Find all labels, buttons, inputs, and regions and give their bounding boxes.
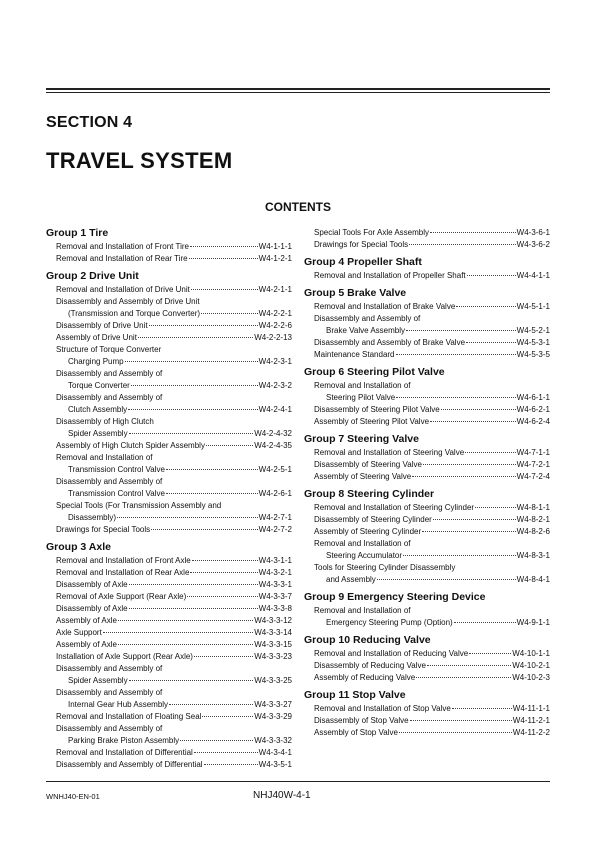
dot-leader	[190, 246, 258, 247]
toc-page-ref: W4-7-2-1	[516, 460, 550, 469]
toc-entry-text: Disassembly of Axle	[56, 580, 128, 589]
toc-entry-text: Brake Valve Assembly	[326, 326, 405, 335]
toc-page-ref: W4-2-7-2	[258, 525, 292, 534]
toc-entry-text: Removal and Installation of	[56, 453, 153, 462]
toc-page-ref: W4-2-3-1	[258, 357, 292, 366]
toc-entry	[304, 301, 550, 313]
dot-leader	[403, 555, 516, 556]
toc-entry-text: Assembly of Axle	[56, 616, 117, 625]
toc-entry	[304, 502, 550, 514]
toc-entry	[46, 284, 292, 296]
toc-entry	[46, 464, 292, 476]
toc-entry-text: (Transmission and Torque Converter)	[68, 309, 201, 318]
toc-page-ref: W4-3-3-15	[254, 640, 292, 649]
dot-leader	[194, 752, 258, 753]
toc-entry-text: Assembly of Stop Valve	[314, 728, 398, 737]
group-heading: Group 10 Reducing Valve	[304, 634, 431, 646]
toc-entry	[46, 699, 292, 711]
toc-page-ref: W4-3-2-1	[258, 568, 292, 577]
toc-entry-text: Removal and Installation of Front Tire	[56, 242, 189, 251]
toc-page-ref: W4-2-6-1	[258, 489, 292, 498]
toc-entry-text: Special Tools (For Transmission Assembly and	[56, 501, 222, 510]
toc-page-ref: W4-3-3-7	[258, 592, 292, 601]
toc-page-ref: W4-7-2-4	[516, 472, 550, 481]
page-title: TRAVEL SYSTEM	[46, 148, 233, 173]
toc-entry	[46, 440, 292, 452]
toc-right-column	[304, 227, 550, 739]
toc-entry	[304, 349, 550, 361]
toc-entry	[46, 759, 292, 771]
toc-entry	[304, 514, 550, 526]
group-heading: Group 9 Emergency Steering Device	[304, 591, 486, 603]
toc-entry-text: Maintenance Standard	[314, 350, 395, 359]
dot-leader	[441, 409, 516, 410]
toc-page-ref: W4-6-1-1	[516, 393, 550, 402]
toc-entry	[304, 325, 550, 337]
toc-entry-text: Disassembly of Axle	[56, 604, 128, 613]
header-rule-thick	[46, 88, 550, 90]
toc-page-ref: W4-3-1-1	[258, 556, 292, 565]
toc-page-ref: W4-3-3-29	[254, 712, 292, 721]
group-heading: Group 5 Brake Valve	[304, 287, 407, 299]
toc-page-ref: W4-3-6-2	[516, 240, 550, 249]
dot-leader	[423, 464, 516, 465]
toc-page-ref: W4-8-4-1	[516, 575, 550, 584]
footer-rule	[46, 781, 550, 782]
toc-entry-text: Disassembly of Stop Valve	[314, 716, 409, 725]
toc-entry	[304, 574, 550, 586]
group-heading: Group 6 Steering Pilot Valve	[304, 366, 445, 378]
dot-leader	[466, 342, 516, 343]
toc-entry	[304, 471, 550, 483]
toc-entry-text: Tools for Steering Cylinder Disassembly	[314, 563, 456, 572]
toc-entry-text: Drawings for Special Tools	[314, 240, 409, 249]
dot-leader	[117, 517, 258, 518]
group-heading: Group 4 Propeller Shaft	[304, 256, 422, 268]
toc-entry-text: Removal and Installation of Steering Cylinder	[314, 503, 475, 512]
toc-page-ref: W4-10-2-3	[512, 673, 550, 682]
toc-page-ref: W4-1-2-1	[258, 254, 292, 263]
toc-page-ref: W4-8-1-1	[516, 503, 550, 512]
toc-entry	[46, 512, 292, 524]
toc-page-ref: W4-5-1-1	[516, 302, 550, 311]
toc-entry-text: Disassembly of Steering Valve	[314, 460, 422, 469]
toc-entry	[304, 337, 550, 349]
dot-leader	[396, 397, 515, 398]
toc-entry	[46, 555, 292, 567]
dot-leader	[475, 507, 516, 508]
toc-entry	[46, 675, 292, 687]
toc-entry-text: Installation of Axle Support (Rear Axle)	[56, 652, 193, 661]
toc-entry	[46, 639, 292, 651]
dot-leader	[433, 519, 516, 520]
toc-entry	[304, 660, 550, 672]
toc-entry	[46, 428, 292, 440]
toc-page-ref: W4-3-4-1	[258, 748, 292, 757]
dot-leader	[138, 337, 253, 338]
dot-leader	[190, 572, 257, 573]
toc-page-ref: W4-1-1-1	[258, 242, 292, 251]
dot-leader	[452, 708, 512, 709]
dot-leader	[166, 493, 258, 494]
toc-entry-text: Removal and Installation of	[314, 539, 411, 548]
toc-page-ref: W4-9-1-1	[516, 618, 550, 627]
dot-leader	[467, 275, 516, 276]
toc-entry-text: Disassembly and Assembly of	[56, 664, 163, 673]
toc-page-ref: W4-3-3-25	[254, 676, 292, 685]
dot-leader	[201, 313, 258, 314]
toc-page-ref: W4-11-1-1	[512, 704, 550, 713]
dot-leader	[202, 716, 253, 717]
toc-page-ref: W4-3-3-27	[254, 700, 292, 709]
toc-entry-text: Disassembly of Steering Pilot Valve	[314, 405, 440, 414]
toc-entry	[304, 617, 550, 629]
toc-page-ref: W4-3-3-23	[254, 652, 292, 661]
dot-leader	[430, 421, 516, 422]
dot-leader	[166, 469, 258, 470]
toc-entry	[304, 459, 550, 471]
toc-page-ref: W4-2-2-6	[258, 321, 292, 330]
toc-entry	[304, 715, 550, 727]
toc-entry-text: Disassembly of Drive Unit	[56, 321, 148, 330]
footer-code: WNHJ40-EN-01	[46, 792, 100, 801]
dot-leader	[469, 653, 511, 654]
toc-entry-text: Parking Brake Piston Assembly	[68, 736, 180, 745]
dot-leader	[377, 579, 516, 580]
toc-page-ref: W4-2-4-1	[258, 405, 292, 414]
toc-page-ref: W4-2-4-35	[254, 441, 292, 450]
toc-entry-text: Disassembly of Steering Cylinder	[314, 515, 432, 524]
toc-entry-text: Removal and Installation of Differential	[56, 748, 193, 757]
dot-leader	[189, 258, 258, 259]
toc-entry-text: Assembly of Drive Unit	[56, 333, 137, 342]
toc-page-ref: W4-6-2-4	[516, 417, 550, 426]
toc-entry	[46, 651, 292, 663]
toc-entry-text: Disassembly and Assembly of	[56, 477, 163, 486]
toc-entry-text: Spider Assembly	[68, 676, 128, 685]
toc-page-ref: W4-3-3-1	[258, 580, 292, 589]
toc-page-ref: W4-3-3-32	[254, 736, 292, 745]
toc-page-ref: W4-5-2-1	[516, 326, 550, 335]
group-heading: Group 3 Axle	[46, 541, 111, 553]
dot-leader	[118, 620, 253, 621]
dot-leader	[416, 677, 511, 678]
group-heading: Group 8 Steering Cylinder	[304, 488, 435, 500]
toc-entry-text: Removal and Installation of Front Axle	[56, 556, 191, 565]
toc-entry	[304, 392, 550, 404]
toc-entry-text: Assembly of Axle	[56, 640, 117, 649]
toc-page-ref: W4-5-3-5	[516, 350, 550, 359]
toc-entry	[304, 648, 550, 660]
toc-entry-text: Spider Assembly	[68, 429, 128, 438]
dot-leader	[194, 656, 253, 657]
toc-entry	[304, 239, 550, 251]
toc-entry-text: Removal and Installation of Floating Seal	[56, 712, 202, 721]
toc-entry-text: Disassembly and Assembly of	[56, 688, 163, 697]
toc-page-ref: W4-2-5-1	[258, 465, 292, 474]
toc-page-ref: W4-8-3-1	[516, 551, 550, 560]
toc-page-ref: W4-5-3-1	[516, 338, 550, 347]
dot-leader	[406, 330, 516, 331]
toc-page-ref: W4-2-2-13	[254, 333, 292, 342]
toc-page-ref: W4-2-1-1	[258, 285, 292, 294]
toc-page-ref: W4-2-7-1	[258, 513, 292, 522]
toc-entry	[46, 253, 292, 265]
toc-entry	[46, 308, 292, 320]
toc-entry	[46, 711, 292, 723]
toc-page-ref: W4-6-2-1	[516, 405, 550, 414]
toc-entry-text: Assembly of Steering Cylinder	[314, 527, 422, 536]
section-label: SECTION 4	[46, 114, 133, 131]
toc-page-ref: W4-10-2-1	[512, 661, 550, 670]
toc-entry-text: Removal and Installation of Brake Valve	[314, 302, 456, 311]
toc-entry-text: Special Tools For Axle Assembly	[314, 228, 430, 237]
toc-entry-text: Removal of Axle Support (Rear Axle)	[56, 592, 187, 601]
toc-left-column	[46, 227, 292, 771]
toc-entry-text: Disassembly and Assembly of Drive Unit	[56, 297, 200, 306]
toc-entry	[46, 591, 292, 603]
toc-page-ref: W4-8-2-1	[516, 515, 550, 524]
toc-entry	[46, 488, 292, 500]
dot-leader	[427, 665, 511, 666]
page-number: NHJ40W-4-1	[253, 790, 311, 801]
dot-leader	[409, 244, 516, 245]
toc-entry-text: Removal and Installation of Stop Valve	[314, 704, 451, 713]
toc-entry	[46, 579, 292, 591]
toc-entry-text: Disassembly and Assembly of Brake Valve	[314, 338, 466, 347]
toc-entry-text: Disassembly and Assembly of	[56, 724, 163, 733]
dot-leader	[131, 385, 258, 386]
dot-leader	[118, 644, 253, 645]
toc-entry-text: Steering Pilot Valve	[326, 393, 396, 402]
toc-entry	[46, 404, 292, 416]
toc-page-ref: W4-10-1-1	[512, 649, 550, 658]
toc-entry	[46, 735, 292, 747]
dot-leader	[149, 325, 258, 326]
toc-entry	[46, 332, 292, 344]
toc-entry-text: Removal and Installation of Propeller Shaft	[314, 271, 466, 280]
toc-entry	[304, 526, 550, 538]
toc-entry-text: Axle Support	[56, 628, 102, 637]
toc-entry-text: Internal Gear Hub Assembly	[68, 700, 169, 709]
toc-page-ref: W4-3-3-8	[258, 604, 292, 613]
toc-entry-text: Disassembly and Assembly of Differential	[56, 760, 203, 769]
toc-entry-text: Removal and Installation of Rear Axle	[56, 568, 190, 577]
dot-leader	[465, 452, 515, 453]
toc-page-ref: W4-7-1-1	[516, 448, 550, 457]
dot-leader	[128, 409, 258, 410]
toc-page-ref: W4-2-2-1	[258, 309, 292, 318]
toc-page-ref: W4-11-2-2	[512, 728, 550, 737]
dot-leader	[191, 289, 258, 290]
toc-entry	[46, 567, 292, 579]
toc-entry-text: Assembly of Steering Valve	[314, 472, 412, 481]
toc-entry	[304, 703, 550, 715]
toc-entry	[304, 270, 550, 282]
toc-page-ref: W4-3-5-1	[258, 760, 292, 769]
toc-page-ref: W4-2-3-2	[258, 381, 292, 390]
toc-entry-text: Removal and Installation of	[314, 606, 411, 615]
dot-leader	[399, 732, 512, 733]
toc-entry-text: Transmission Control Valve	[68, 465, 165, 474]
toc-entry	[304, 416, 550, 428]
dot-leader	[206, 445, 253, 446]
toc-entry	[304, 727, 550, 739]
dot-leader	[192, 560, 258, 561]
dot-leader	[129, 680, 254, 681]
dot-leader	[412, 476, 515, 477]
dot-leader	[187, 596, 257, 597]
toc-entry	[304, 227, 550, 239]
toc-entry	[304, 404, 550, 416]
toc-entry	[304, 550, 550, 562]
toc-page-ref: W4-11-2-1	[512, 716, 550, 725]
toc-entry-text: Transmission Control Valve	[68, 489, 165, 498]
toc-entry	[304, 672, 550, 684]
toc-entry-text: Disassembly and Assembly of	[56, 393, 163, 402]
contents-heading: CONTENTS	[265, 200, 331, 214]
dot-leader	[410, 720, 512, 721]
toc-page-ref: W4-3-3-12	[254, 616, 292, 625]
toc-entry-text: Assembly of Steering Pilot Valve	[314, 417, 430, 426]
toc-entry	[46, 627, 292, 639]
toc-entry	[46, 747, 292, 759]
toc-entry	[46, 524, 292, 536]
toc-entry	[46, 380, 292, 392]
dot-leader	[129, 608, 258, 609]
toc-entry-text: Removal and Installation of	[314, 381, 411, 390]
toc-entry	[46, 615, 292, 627]
toc-entry-text: Disassembly and Assembly of	[314, 314, 421, 323]
toc-page-ref: W4-3-6-1	[516, 228, 550, 237]
dot-leader	[151, 529, 258, 530]
toc-entry-text: Removal and Installation of Rear Tire	[56, 254, 188, 263]
dot-leader	[129, 584, 258, 585]
toc-entry-text: Drawings for Special Tools	[56, 525, 151, 534]
toc-entry	[304, 447, 550, 459]
group-heading: Group 2 Drive Unit	[46, 270, 139, 282]
group-heading: Group 1 Tire	[46, 227, 109, 239]
dot-leader	[204, 764, 258, 765]
dot-leader	[456, 306, 515, 307]
toc-entry-text: Assembly of High Clutch Spider Assembly	[56, 441, 205, 450]
dot-leader	[169, 704, 253, 705]
header-rule-thin	[46, 92, 550, 93]
toc-page-ref: W4-4-1-1	[516, 271, 550, 280]
toc-entry	[46, 603, 292, 615]
toc-entry-text: and Assembly	[326, 575, 376, 584]
toc-entry-text: Disassembly)	[68, 513, 117, 522]
toc-page-ref: W4-8-2-6	[516, 527, 550, 536]
toc-entry-text: Removal and Installation of Steering Valve	[314, 448, 465, 457]
toc-entry	[46, 241, 292, 253]
toc-entry-text: Emergency Steering Pump (Option)	[326, 618, 453, 627]
dot-leader	[396, 354, 516, 355]
toc-entry-text: Removal and Installation of Reducing Valve	[314, 649, 469, 658]
dot-leader	[422, 531, 516, 532]
toc-page-ref: W4-3-3-14	[254, 628, 292, 637]
dot-leader	[125, 361, 258, 362]
dot-leader	[129, 433, 254, 434]
toc-entry-text: Structure of Torque Converter	[56, 345, 162, 354]
toc-entry-text: Disassembly of Reducing Valve	[314, 661, 426, 670]
toc-entry-text: Steering Accumulator	[326, 551, 403, 560]
toc-entry-text: Torque Converter	[68, 381, 130, 390]
dot-leader	[430, 232, 516, 233]
group-heading: Group 7 Steering Valve	[304, 433, 419, 445]
toc-entry-text: Assembly of Reducing Valve	[314, 673, 416, 682]
dot-leader	[103, 632, 253, 633]
toc-entry-text: Disassembly of High Clutch	[56, 417, 154, 426]
toc-entry-text: Disassembly and Assembly of	[56, 369, 163, 378]
group-heading: Group 11 Stop Valve	[304, 689, 406, 701]
toc-entry	[46, 356, 292, 368]
dot-leader	[180, 740, 253, 741]
toc-entry-text: Removal and Installation of Drive Unit	[56, 285, 190, 294]
toc-entry-text: Charging Pump	[68, 357, 124, 366]
toc-entry	[46, 320, 292, 332]
dot-leader	[454, 622, 516, 623]
toc-page-ref: W4-2-4-32	[254, 429, 292, 438]
toc-entry-text: Clutch Assembly	[68, 405, 128, 414]
